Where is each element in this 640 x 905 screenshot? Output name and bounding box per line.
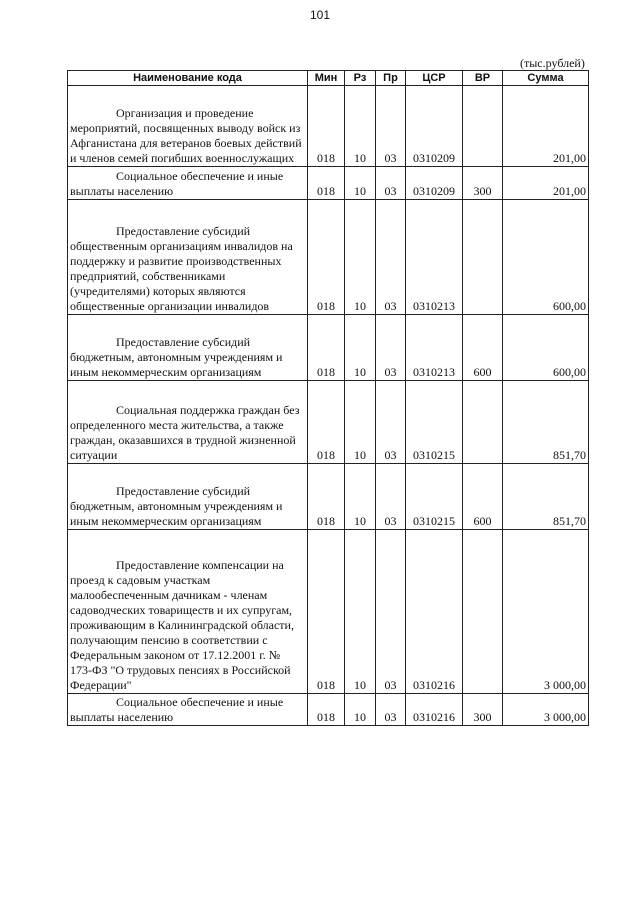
row-min: 018 [308, 200, 345, 315]
row-rz: 10 [345, 86, 376, 167]
row-pr: 03 [376, 530, 406, 694]
row-name: Предоставление субсидий бюджетным, автономным учреждениям и иным некоммерческим организациям [68, 464, 308, 530]
header-pr: Пр [376, 71, 406, 86]
row-pr: 03 [376, 167, 406, 200]
table-row [68, 381, 589, 464]
row-pr: 03 [376, 200, 406, 315]
row-sum: 201,00 [503, 86, 589, 167]
header-vr: ВР [463, 71, 503, 86]
row-sum: 851,70 [503, 464, 589, 530]
units-label: (тыс.рублей) [520, 56, 585, 70]
row-name: Социальная поддержка граждан без определенного места жительства, а также граждан, оказавшихся в трудной жизненной ситуации [68, 381, 308, 464]
row-pr: 03 [376, 315, 406, 381]
row-pr: 03 [376, 381, 406, 464]
row-rz: 10 [345, 694, 376, 726]
row-min: 018 [308, 464, 345, 530]
row-min: 018 [308, 381, 345, 464]
row-min: 018 [308, 86, 345, 167]
row-vr [463, 200, 503, 315]
table-row [68, 530, 589, 694]
row-name: Предоставление компенсации на проезд к садовым участкам малообеспеченным дачникам - членам садоводческих товариществ и их супругам, проживающим в Калининградской области, получающим пенсию в соответствии с Федеральным законом от 17.12.2001 г. № 173-ФЗ "О трудовых пенсиях в Российской Федерации" [68, 530, 308, 694]
header-min: Мин [308, 71, 345, 86]
row-sum: 3 000,00 [503, 694, 589, 726]
row-rz: 10 [345, 200, 376, 315]
row-min: 018 [308, 530, 345, 694]
table-row [68, 315, 589, 381]
row-name: Предоставление субсидий бюджетным, автономным учреждениям и иным некоммерческим организациям [68, 315, 308, 381]
row-pr: 03 [376, 694, 406, 726]
header-rz: Рз [345, 71, 376, 86]
page-number: 101 [309, 8, 331, 22]
row-csr: 0310213 [406, 315, 463, 381]
row-csr: 0310213 [406, 200, 463, 315]
row-rz: 10 [345, 530, 376, 694]
row-vr: 600 [463, 464, 503, 530]
row-rz: 10 [345, 381, 376, 464]
row-name: Социальное обеспечение и иные выплаты населению [68, 167, 308, 200]
row-csr: 0310209 [406, 167, 463, 200]
table-row [68, 694, 589, 726]
table-header-row [68, 71, 589, 86]
row-rz: 10 [345, 464, 376, 530]
row-pr: 03 [376, 86, 406, 167]
row-csr: 0310215 [406, 381, 463, 464]
row-vr [463, 530, 503, 694]
row-vr [463, 381, 503, 464]
row-vr: 600 [463, 315, 503, 381]
row-pr: 03 [376, 464, 406, 530]
row-sum: 851,70 [503, 381, 589, 464]
row-csr: 0310215 [406, 464, 463, 530]
row-min: 018 [308, 694, 345, 726]
row-name: Организация и проведение мероприятий, посвященных выводу войск из Афганистана для ветеранов боевых действий и членов семей погибших военнослужащих [68, 86, 308, 167]
row-min: 018 [308, 167, 345, 200]
budget-table [67, 70, 589, 726]
row-min: 018 [308, 315, 345, 381]
table-row [68, 86, 589, 167]
row-vr: 300 [463, 694, 503, 726]
table-row [68, 167, 589, 200]
row-rz: 10 [345, 315, 376, 381]
table-row [68, 200, 589, 315]
row-sum: 3 000,00 [503, 530, 589, 694]
header-csr: ЦСР [406, 71, 463, 86]
row-csr: 0310216 [406, 694, 463, 726]
row-sum: 600,00 [503, 315, 589, 381]
row-vr [463, 86, 503, 167]
row-csr: 0310209 [406, 86, 463, 167]
table-row [68, 464, 589, 530]
row-sum: 600,00 [503, 200, 589, 315]
row-csr: 0310216 [406, 530, 463, 694]
row-name: Социальное обеспечение и иные выплаты населению [68, 694, 308, 726]
header-sum: Сумма [503, 71, 589, 86]
header-name: Наименование кода [68, 71, 308, 86]
row-vr: 300 [463, 167, 503, 200]
row-name: Предоставление субсидий общественным организациям инвалидов на поддержку и развитие производственных предприятий, собственниками (учредителями) которых являются общественные организации инвалидов [68, 200, 308, 315]
row-sum: 201,00 [503, 167, 589, 200]
row-rz: 10 [345, 167, 376, 200]
